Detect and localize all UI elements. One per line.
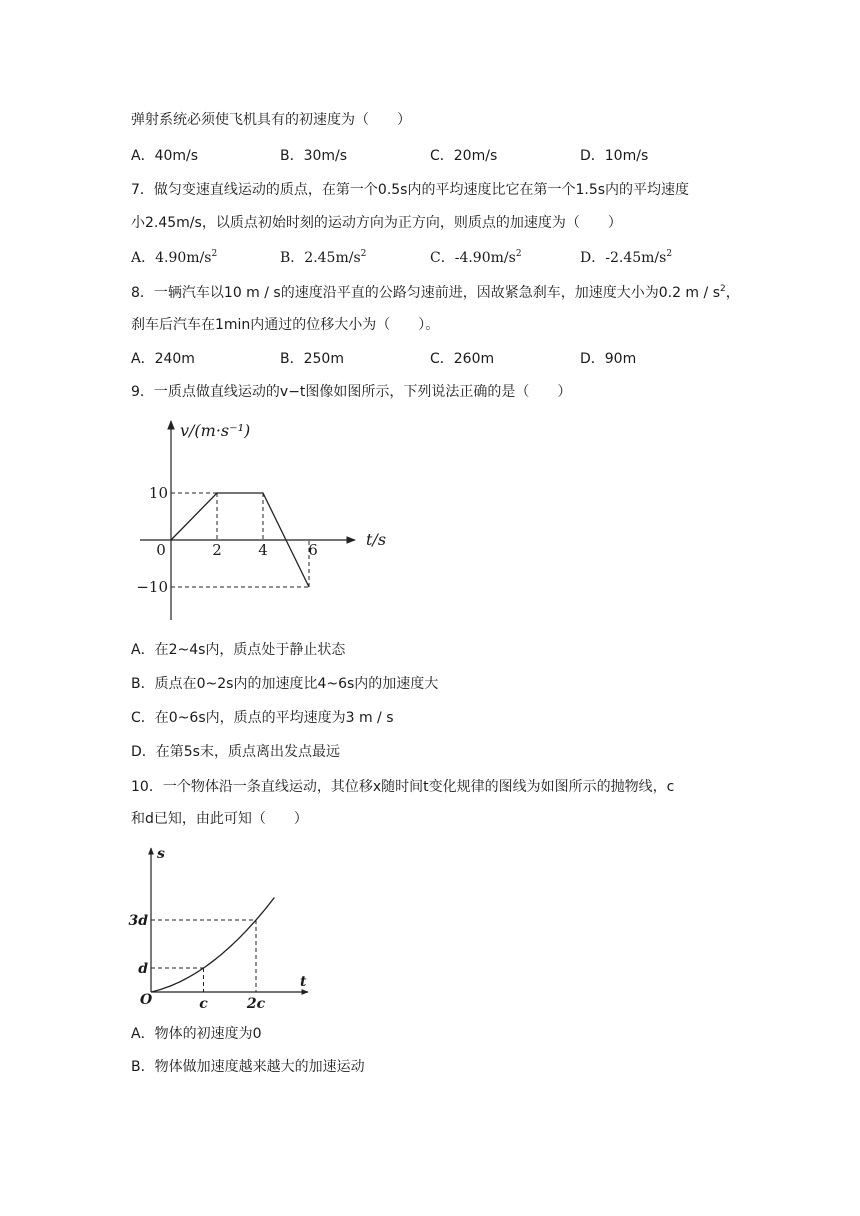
q7-option-a: A．$4.90m/s^2$ [131, 249, 218, 266]
q10-option-b: B．物体做加速度越来越大的加速运动 [131, 1059, 365, 1075]
st-x-tick-2c: 2c [246, 996, 266, 1012]
q9-option-b: B．质点在0~2s内的加速度比4~6s内的加速度大 [131, 676, 439, 692]
q7-stem-line1: 7．做匀变速直线运动的质点，在第一个0.5s内的平均速度比它在第一个1.5s内的平均速度 [131, 182, 690, 198]
vt-x-axis-label: t/s [366, 530, 387, 549]
vt-x-tick-4: 4 [258, 541, 268, 559]
q6-option-a: A．40m/s [131, 148, 199, 164]
st-y-tick-d: d [138, 961, 148, 977]
vt-x-tick-6: 6 [308, 541, 318, 559]
q6-option-d: D．10m/s [580, 148, 649, 164]
q9-stem: 9．一质点做直线运动的v−t图像如图所示，下列说法正确的是（ ） [131, 384, 572, 400]
q9-option-c: C．在0~6s内，质点的平均速度为3 m / s [131, 710, 394, 726]
q6-option-c: C．20m/s [430, 148, 498, 164]
vt-y-axis-label: v/(m·s⁻¹) [180, 421, 251, 440]
q9-option-d: D．在第5s末，质点离出发点最远 [131, 744, 340, 760]
st-graph [130, 842, 330, 1012]
q8-stem-line2: 刹车后汽车在1min内通过的位移大小为（ ）。 [131, 317, 440, 333]
q7-option-b: B．$2.45m/s^2$ [280, 249, 367, 266]
q9-option-a: A．在2~4s内，质点处于静止状态 [131, 642, 346, 658]
q8-option-c: C．260m [430, 351, 495, 367]
vt-y-tick-10: 10 [148, 484, 168, 502]
q10-option-a: A．物体的初速度为0 [131, 1026, 262, 1042]
st-y-axis-label: s [157, 846, 165, 862]
vt-x-tick-0: 0 [156, 541, 166, 559]
q7-option-c: C．$-4.90m/s^2$ [430, 249, 522, 266]
vt-y-tick-neg10: −10 [136, 578, 168, 596]
q6-option-b: B．30m/s [280, 148, 348, 164]
q7-option-d: D．$-2.45m/s^2$ [580, 249, 673, 266]
vt-graph [130, 418, 390, 628]
q10-stem-line2: 和d已知，由此可知（ ） [131, 811, 308, 827]
st-x-axis-label: t [300, 974, 307, 990]
vt-x-tick-2: 2 [212, 541, 222, 559]
st-origin-label: O [140, 992, 153, 1008]
st-y-tick-3d: 3d [128, 913, 148, 929]
q7-stem-line2: 小2.45m/s，以质点初始时刻的运动方向为正方向，则质点的加速度为（ ） [131, 215, 622, 231]
q8-option-b: B．250m [280, 351, 344, 367]
q6-stem-tail: 弹射系统必须使飞机具有的初速度为（ ） [131, 112, 411, 128]
q8-stem-line1: 8．一辆汽车以10 m / s的速度沿平直的公路匀速前进，因故紧急刹车，加速度大小为0.2 m / $s^2$， [131, 284, 740, 301]
q8-option-d: D．90m [580, 351, 637, 367]
q8-option-a: A．240m [131, 351, 195, 367]
st-x-tick-c: c [199, 996, 208, 1012]
q10-stem-line1: 10．一个物体沿一条直线运动，其位移x随时间t变化规律的图线为如图所示的抛物线，c [131, 779, 675, 795]
